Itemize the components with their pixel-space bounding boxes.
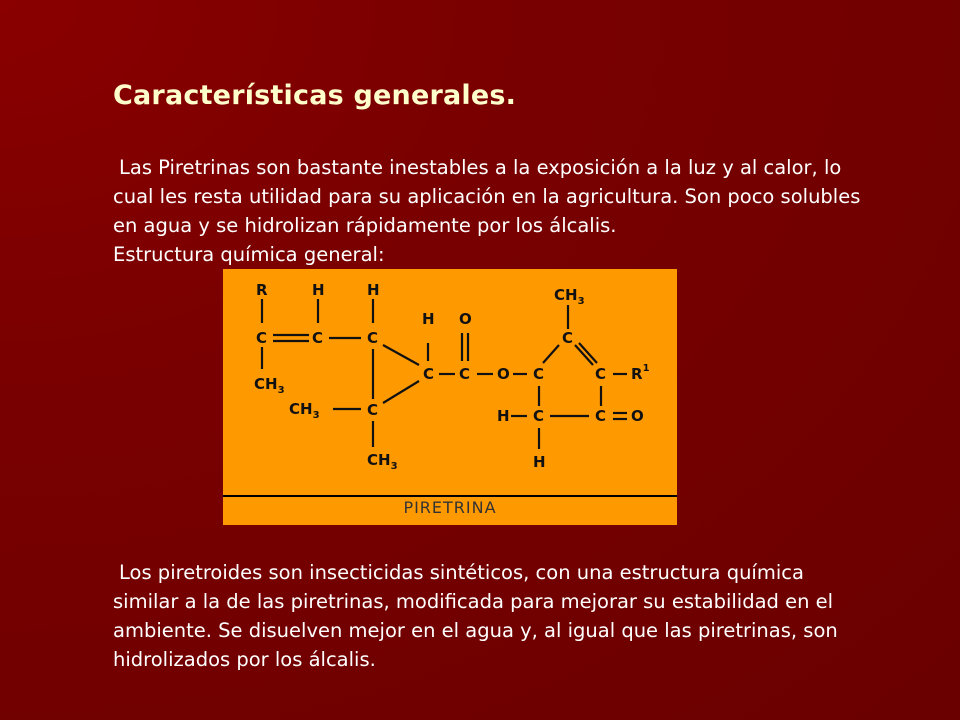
atom-ch3-text: CH bbox=[367, 451, 391, 469]
atom-c: C bbox=[312, 329, 324, 347]
atom-o: O bbox=[497, 365, 510, 383]
piretrina-structure-diagram bbox=[223, 269, 677, 495]
atom-ch3 bbox=[554, 286, 585, 307]
atom-h: H bbox=[497, 407, 510, 425]
atom-ch3-sub: 3 bbox=[277, 385, 285, 396]
atom-ch3-sub: 3 bbox=[577, 296, 585, 307]
atom-h: H bbox=[533, 453, 546, 471]
atom-r: R bbox=[256, 281, 268, 299]
atom-o: O bbox=[459, 310, 472, 328]
paragraph-piretroides bbox=[113, 558, 873, 674]
atom-ch3-text: CH bbox=[254, 375, 278, 393]
atom-r1-text: R bbox=[631, 365, 643, 383]
atom-c: C bbox=[533, 407, 545, 425]
atom-c: C bbox=[533, 365, 545, 383]
atom-h: H bbox=[422, 310, 435, 328]
atom-o: O bbox=[631, 407, 644, 425]
atom-c: C bbox=[595, 365, 607, 383]
atom-c: C bbox=[256, 329, 268, 347]
atom-ch3-sub: 3 bbox=[390, 461, 398, 472]
paragraph-piretrinas-text: Las Piretrinas son bastante inestables a la exposición a la luz y al calor, lo cual les resta utilidad para su aplicación en la agricultura. Son poco solubles en agua y se hidrolizan rápidamente por los álcalis. bbox=[113, 156, 861, 237]
atom-ch3 bbox=[367, 451, 398, 472]
atom-c: C bbox=[367, 329, 379, 347]
atom-ch3 bbox=[289, 400, 320, 421]
atom-r1 bbox=[631, 363, 650, 383]
atom-h: H bbox=[312, 281, 325, 299]
atom-r1-sup: 1 bbox=[642, 363, 650, 374]
slide-title: Características generales. bbox=[113, 80, 517, 111]
caption-divider bbox=[223, 495, 677, 497]
paragraph-piretrinas bbox=[113, 153, 873, 269]
atom-ch3 bbox=[254, 375, 285, 396]
chemical-structure-figure bbox=[223, 269, 677, 525]
atom-ch3-text: CH bbox=[289, 400, 313, 418]
atom-c: C bbox=[367, 401, 379, 419]
atom-c: C bbox=[459, 365, 471, 383]
atom-c: C bbox=[423, 365, 435, 383]
atom-ch3-text: CH bbox=[554, 286, 578, 304]
figure-caption: PIRETRINA bbox=[403, 498, 497, 517]
atom-ch3-sub: 3 bbox=[312, 410, 320, 421]
atom-c: C bbox=[595, 407, 607, 425]
atom-c: C bbox=[562, 329, 574, 347]
structure-label: Estructura química general: bbox=[113, 243, 385, 266]
atom-h: H bbox=[367, 281, 380, 299]
paragraph-piretroides-text: Los piretroides son insecticidas sintéticos, con una estructura química similar a la de las piretrinas, modificada para mejorar su estabilidad en el ambiente. Se disuelven mejor en el agua y, al igual que las piretrinas, son hidrolizados por los álcalis. bbox=[113, 561, 838, 671]
